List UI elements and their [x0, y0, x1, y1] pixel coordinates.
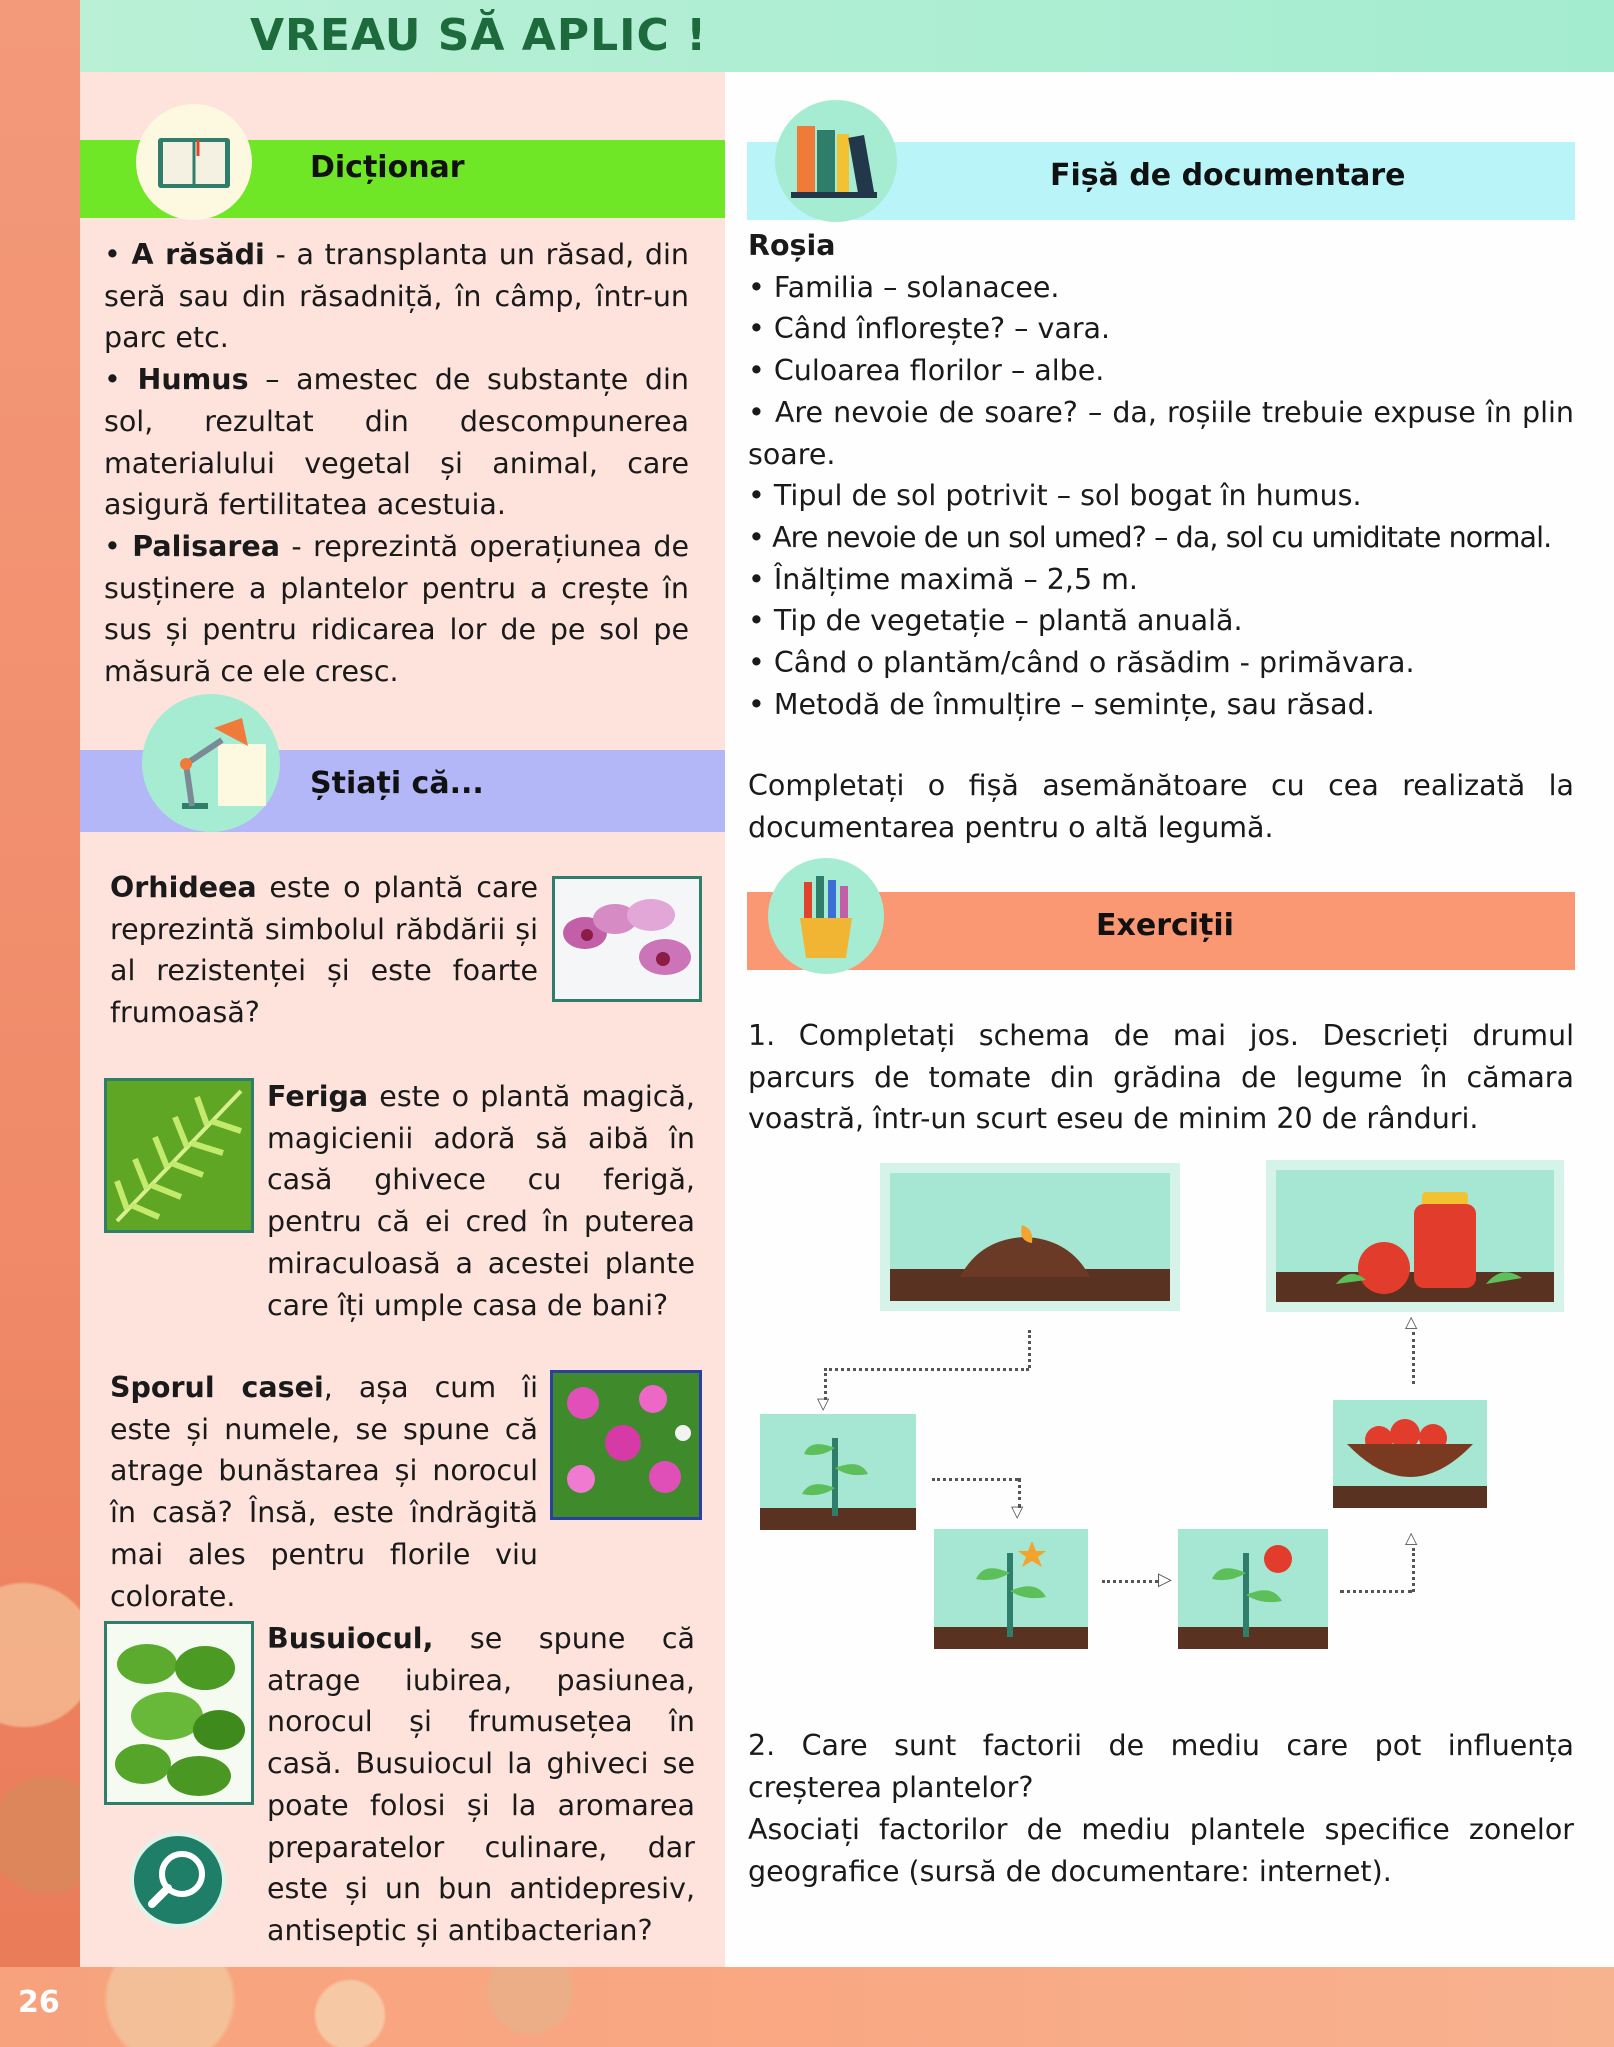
arrow-up-icon: △	[1405, 1312, 1418, 1331]
dictionary-entry: • A răsădi - a transplanta un răsad, din seră sau din răsadniță, în câmp, într-un parc etc.	[104, 238, 689, 355]
fact-line: • Înălțime maximă – 2,5 m.	[748, 562, 1138, 596]
scheme-connector	[1340, 1590, 1412, 1593]
did-you-know-title: Știați că...	[310, 766, 484, 801]
fact-line: • Când o plantăm/când o răsădim - primăvara.	[748, 646, 1415, 680]
exercise-2-task: Asociați factorilor de mediu plantele specifice zonelor geografice (sursă de documentare: internet).	[748, 1813, 1574, 1888]
fact-line: • Tip de vegetație – plantă anuală.	[748, 604, 1243, 638]
scheme-flower-stage	[934, 1529, 1088, 1649]
arrow-right-icon: ▷	[1158, 1569, 1172, 1590]
dictionary-title: Dicționar	[310, 150, 465, 185]
fact-sheet-instruction: Completați o fișă asemănătoare cu cea realizată la documentarea pentru o altă legumă.	[748, 769, 1574, 844]
scheme-seed-stage	[890, 1173, 1170, 1301]
scheme-connector	[932, 1478, 1018, 1481]
left-decorative-strip	[0, 0, 80, 2047]
fact-line: • Are nevoie de un sol umed? – da, sol cu umiditate normal.	[748, 520, 1552, 554]
orchid-text: Orhideea este o plantă care reprezintă simbolul răbdării și al rezistenței și este foarte frumoasă?	[110, 871, 538, 1030]
basil-text: Busuiocul, se spune că atrage iubirea, pasiunea, norocul și frumusețea în casă. Busuiocul la ghiveci se poate folosi și la aromarea preparatelor culinare, dar este și un bun antidepresiv, antiseptic și antibacterian?	[267, 1622, 695, 1947]
impatiens-photo	[550, 1370, 702, 1520]
fact-sheet-plant: Roșia	[748, 229, 836, 262]
fact-line: • Familia – solanacee.	[748, 270, 1060, 304]
exercise-1-text: 1. Completați schema de mai jos. Descrieți drumul parcurs de tomate din grădina de legume în cămara voastră, într-un scurt eseu de minim 20 de rânduri.	[748, 1019, 1574, 1136]
dictionary-entry: • Palisarea - reprezintă operațiunea de susținere a plantelor pentru a crește în sus și pentru ridicarea lor de pe sol pe măsură ce ele cresc.	[104, 529, 689, 689]
footer-band	[0, 1967, 1614, 2047]
arrow-up-icon: △	[1405, 1528, 1418, 1547]
exercises-title: Exerciții	[1096, 908, 1234, 943]
books-icon	[775, 100, 897, 222]
exercise-2-question: 2. Care sunt factorii de mediu care pot influența creșterea plantelor?	[748, 1729, 1574, 1804]
fact-line: • Culoarea florilor – albe.	[748, 354, 1105, 388]
scheme-connector	[1028, 1330, 1031, 1368]
scheme-seedling-stage	[760, 1414, 916, 1530]
arrow-down-icon: ▽	[817, 1394, 830, 1413]
orchid-photo	[552, 876, 702, 1002]
pencil-cup-icon	[768, 858, 884, 974]
dictionary-entry: • Humus – amestec de substanțe din sol, rezultat din descompunerea materialului vegetal și animal, care asigură fertilitatea acestuia.	[104, 363, 689, 522]
basil-photo	[104, 1621, 254, 1805]
dictionary-text	[104, 234, 689, 693]
page-number: 26	[18, 1985, 60, 2020]
scheme-fruit-stage	[1178, 1529, 1328, 1649]
fern-text: Feriga este o plantă magică, magicienii adoră să aibă în casă ghivece cu ferigă, pentru că ei cred în puterea miraculoasă a acestei plante care îți umple casa de bani?	[267, 1080, 695, 1322]
scheme-connector	[1102, 1580, 1158, 1583]
arrow-down-icon: ▽	[1011, 1502, 1024, 1521]
scheme-jar-stage	[1276, 1170, 1554, 1302]
fact-line: • Când înflorește? – vara.	[748, 312, 1111, 346]
magnifier-icon	[130, 1832, 226, 1928]
fact-line: • Are nevoie de soare? – da, roșiile trebuie expuse în plin soare.	[748, 395, 1574, 471]
scheme-connector	[824, 1368, 1029, 1371]
scheme-bowl-stage	[1333, 1400, 1487, 1508]
fact-line: • Metodă de înmulțire – semințe, sau răsad.	[748, 687, 1375, 721]
fact-sheet-text	[748, 225, 1574, 725]
fact-sheet-title: Fișă de documentare	[1050, 158, 1406, 193]
book-icon	[136, 104, 252, 220]
desk-lamp-icon	[142, 694, 280, 832]
impatiens-text: Sporul casei, așa cum îi este și numele, se spune că atrage bunăstarea și norocul în casă? Însă, este îndrăgită mai ales pentru florile viu colorate.	[110, 1371, 538, 1613]
fern-photo	[104, 1078, 254, 1233]
scheme-connector	[1412, 1548, 1415, 1592]
page-title: VREAU SĂ APLIC !	[250, 10, 708, 61]
fact-line: • Tipul de sol potrivit – sol bogat în humus.	[748, 479, 1362, 513]
scheme-connector	[1412, 1332, 1415, 1384]
